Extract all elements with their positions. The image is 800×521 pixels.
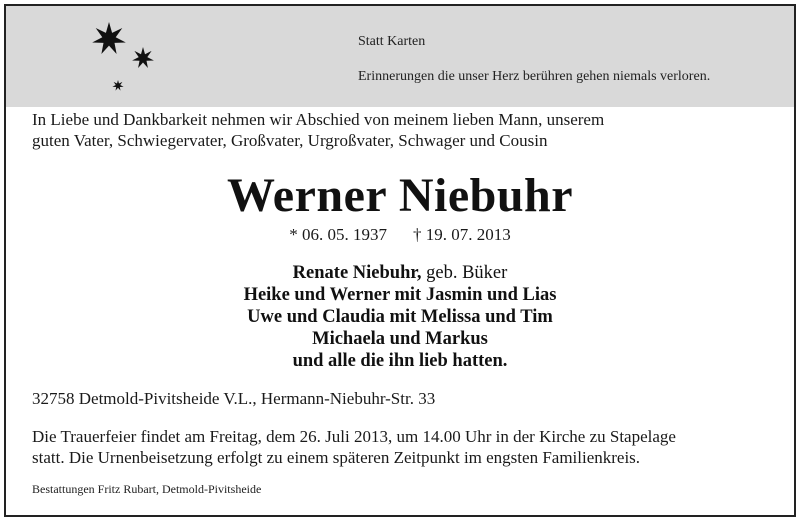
intro-text [32, 109, 782, 151]
mourner-line: Michaela und Markus [312, 329, 488, 349]
motto-heading: Statt Karten [358, 34, 426, 49]
star-icon [132, 47, 154, 68]
birth-date: * 06. 05. 1937 [289, 225, 387, 244]
mourner-line: Uwe und Claudia mit Melissa und Tim [247, 307, 553, 327]
family-address: 32758 Detmold-Pivitsheide V.L., Hermann-Niebuhr-Str. 33 [32, 389, 436, 408]
mourner-line: Heike und Werner mit Jasmin und Lias [243, 285, 557, 305]
mourner-line [6, 262, 794, 284]
deceased-name: Werner Niebuhr [226, 169, 574, 222]
life-dates [6, 225, 794, 245]
ceremony-line: Die Trauerfeier findet am Freitag, dem 26. Juli 2013, um 14.00 Uhr in der Kirche zu Stapelage [32, 427, 676, 446]
stars-decoration [6, 6, 206, 107]
mourner-line: und alle die ihn lieb hatten. [292, 351, 508, 371]
intro-line: In Liebe und Dankbarkeit nehmen wir Abschied von meinem lieben Mann, unserem [32, 110, 605, 129]
spouse-name: Renate Niebuhr, [292, 263, 422, 283]
obituary-notice [4, 4, 796, 517]
spouse-maiden-name: geb. Büker [426, 263, 508, 283]
mourners-list [6, 262, 794, 372]
star-icon [92, 22, 126, 54]
death-date: † 19. 07. 2013 [413, 225, 511, 244]
ceremony-info [32, 426, 792, 468]
star-icon [112, 80, 123, 91]
intro-line: guten Vater, Schwiegervater, Großvater, Urgroßvater, Schwager und Cousin [32, 131, 548, 150]
motto-quote: Erinnerungen die unser Herz berühren gehen niemals verloren. [358, 69, 711, 84]
header-band [6, 6, 794, 107]
undertaker-credit: Bestattungen Fritz Rubart, Detmold-Pivitsheide [32, 482, 262, 496]
ceremony-line: statt. Die Urnenbeisetzung erfolgt zu einem späteren Zeitpunkt im engsten Familienkreis. [32, 448, 641, 467]
